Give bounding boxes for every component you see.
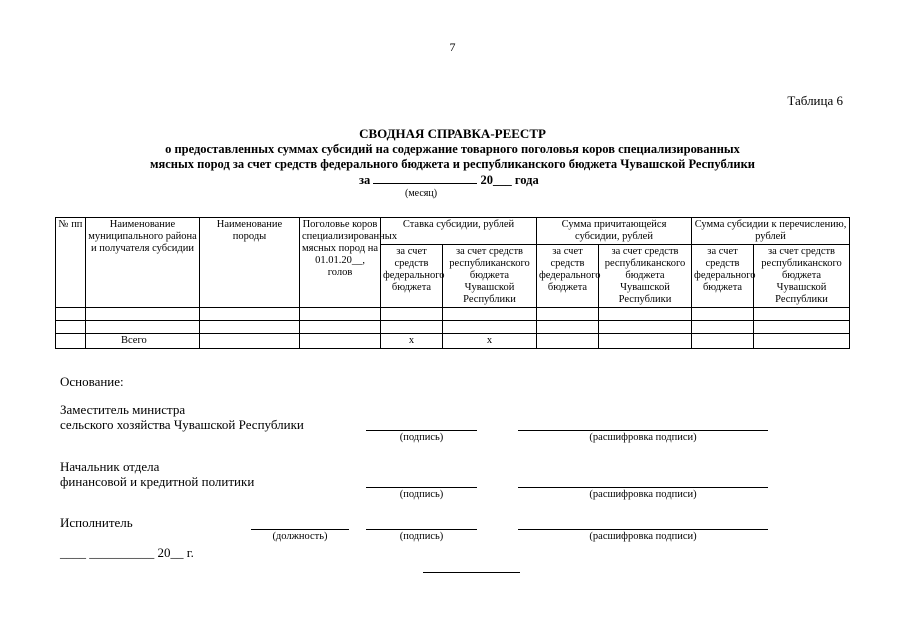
signature-line[interactable] (366, 430, 477, 431)
deputy-minister-title-1: Заместитель министра (60, 402, 186, 417)
decoding-caption: (расшифровка подписи) (589, 432, 697, 443)
subheader-transfer-federal: за счет средств федерального бюджета (692, 245, 754, 308)
signature-line[interactable] (366, 487, 477, 488)
table-row (56, 321, 850, 334)
register-table (55, 217, 850, 349)
subheader-transfer-republic: за счет средств республиканского бюджета Чувашской Республики (754, 245, 850, 308)
header-due: Сумма причитающейся субсидии, рублей (537, 218, 692, 245)
decoding-caption: (расшифровка подписи) (589, 531, 697, 542)
table-label: Таблица 6 (787, 93, 843, 108)
header-district: Наименование муниципального района и получателя субсидии (86, 218, 200, 308)
date-line: ____ __________ 20__ г. (60, 545, 194, 560)
period-year: 20___ года (480, 173, 539, 187)
decoding-caption: (расшифровка подписи) (589, 489, 697, 500)
position-line[interactable] (251, 529, 349, 530)
executor-title: Исполнитель (60, 515, 133, 530)
table-row (56, 308, 850, 321)
department-head-title-2: финансовой и кредитной политики (60, 474, 255, 489)
document-title: СВОДНАЯ СПРАВКА-РЕЕСТР (359, 126, 546, 141)
signature-line[interactable] (366, 529, 477, 530)
subheader-rate-republic: за счет средств республиканского бюджета Чувашской Республики (443, 245, 537, 308)
period-line (359, 172, 539, 188)
decoding-line[interactable] (518, 430, 768, 431)
deputy-minister-title-2: сельского хозяйства Чувашской Республики (60, 417, 304, 432)
subheader-due-republic: за счет средств республиканского бюджета Чувашской Республики (599, 245, 692, 308)
signature-caption: (подпись) (399, 489, 444, 500)
month-blank[interactable] (373, 172, 477, 184)
decoding-line[interactable] (518, 529, 768, 530)
basis-label: Основание: (60, 374, 124, 389)
total-row (56, 334, 850, 349)
header-herd: Поголовье коров специализированных мясных пород на 01.01.20__, голов (300, 218, 381, 308)
subtitle-line-1: о предоставленных суммах субсидий на содержание товарного поголовья коров специализированных (165, 142, 740, 156)
total-label: Всего (86, 334, 200, 349)
total-rate-federal-mark: х (381, 334, 443, 349)
header-no: № пп (56, 218, 86, 308)
subheader-due-federal: за счет средств федерального бюджета (537, 245, 599, 308)
page-number: 7 (449, 40, 456, 54)
footer-divider (423, 572, 520, 573)
signature-caption: (подпись) (399, 432, 444, 443)
department-head-title-1: Начальник отдела (60, 459, 160, 474)
month-caption: (месяц) (405, 188, 438, 199)
total-rate-republic-mark: х (443, 334, 537, 349)
subheader-rate-federal: за счет средств федерального бюджета (381, 245, 443, 308)
header-transfer: Сумма субсидии к перечислению, рублей (692, 218, 850, 245)
decoding-line[interactable] (518, 487, 768, 488)
signature-caption: (подпись) (399, 531, 444, 542)
subtitle-line-2: мясных пород за счет средств федерального бюджета и республиканского бюджета Чувашской Республики (149, 157, 756, 171)
header-breed: Наименование породы (200, 218, 300, 308)
header-rate: Ставка субсидии, рублей (381, 218, 537, 245)
position-caption: (должность) (272, 531, 328, 542)
period-prefix: за (359, 173, 371, 187)
